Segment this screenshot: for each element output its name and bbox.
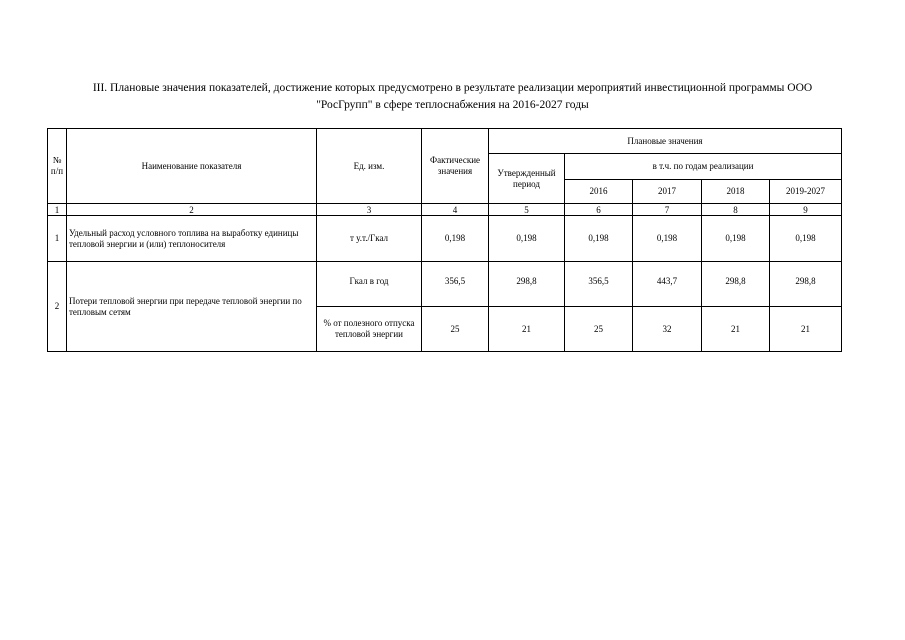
table-row <box>48 262 842 307</box>
header-year-2019-2027: 2019-2027 <box>770 180 842 204</box>
value-cell: 298,8 <box>702 262 770 307</box>
value-cell: 298,8 <box>489 262 565 307</box>
column-number: 1 <box>48 204 67 216</box>
value-cell: 0,198 <box>702 216 770 262</box>
indicator-name: Потери тепловой энергии при передаче тепловой энергии по тепловым сетям <box>67 262 317 352</box>
header-unit: Ед. изм. <box>317 129 422 204</box>
header-year-2017: 2017 <box>633 180 702 204</box>
value-cell: 21 <box>770 307 842 352</box>
indicators-table <box>47 128 842 352</box>
document-title <box>40 80 865 114</box>
value-cell: 298,8 <box>770 262 842 307</box>
header-year-2016: 2016 <box>565 180 633 204</box>
value-cell: 25 <box>565 307 633 352</box>
unit-cell: Гкал в год <box>317 262 422 307</box>
row-number: 1 <box>48 216 67 262</box>
column-number: 9 <box>770 204 842 216</box>
column-number: 8 <box>702 204 770 216</box>
value-cell: 0,198 <box>770 216 842 262</box>
value-cell: 356,5 <box>422 262 489 307</box>
column-number: 7 <box>633 204 702 216</box>
value-cell: 356,5 <box>565 262 633 307</box>
header-by-years: в т.ч. по годам реализации <box>565 154 842 180</box>
value-cell: 0,198 <box>565 216 633 262</box>
column-number: 2 <box>67 204 317 216</box>
column-number: 4 <box>422 204 489 216</box>
column-number: 5 <box>489 204 565 216</box>
column-number: 3 <box>317 204 422 216</box>
value-cell: 21 <box>702 307 770 352</box>
column-numbers-row <box>48 204 842 216</box>
value-cell: 25 <box>422 307 489 352</box>
header-planned: Плановые значения <box>489 129 842 154</box>
value-cell: 0,198 <box>422 216 489 262</box>
table-row <box>48 216 842 262</box>
value-cell: 443,7 <box>633 262 702 307</box>
value-cell: 21 <box>489 307 565 352</box>
row-number: 2 <box>48 262 67 352</box>
header-approved: Утвержденный период <box>489 154 565 204</box>
unit-cell: % от полезного отпуска тепловой энергии <box>317 307 422 352</box>
column-number: 6 <box>565 204 633 216</box>
value-cell: 0,198 <box>489 216 565 262</box>
header-name: Наименование показателя <box>67 129 317 204</box>
header-year-2018: 2018 <box>702 180 770 204</box>
title-line-1: III. Плановые значения показателей, достижение которых предусмотрено в результате реализации мероприятий инвестиционной программы ООО <box>92 82 813 94</box>
header-actual: Фактические значения <box>422 129 489 204</box>
title-line-2: "РосГрупп" в сфере теплоснабжения на 2016-2027 годы <box>316 99 589 111</box>
header-num: № п/п <box>48 129 67 204</box>
value-cell: 32 <box>633 307 702 352</box>
indicator-name: Удельный расход условного топлива на выработку единицы тепловой энергии и (или) теплоносителя <box>67 216 317 262</box>
unit-cell: т у.т./Гкал <box>317 216 422 262</box>
value-cell: 0,198 <box>633 216 702 262</box>
